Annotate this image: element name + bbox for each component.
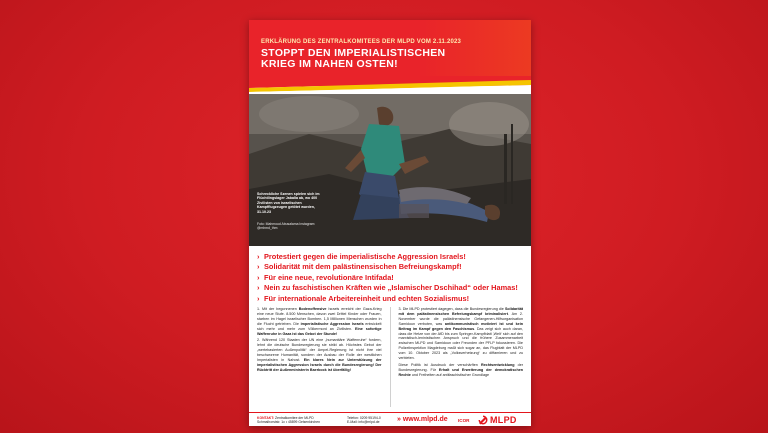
arrow-icon: › (257, 293, 260, 303)
contact-phone: Telefon: 0209 95194-0 (347, 416, 381, 420)
slogan-text: Solidarität mit dem palästinensischen Befreiungskampf! (264, 262, 462, 272)
arrow-icon: › (257, 262, 260, 272)
leaflet-page (249, 20, 531, 426)
website-link[interactable]: » www.mlpd.de (397, 416, 448, 423)
slogan-text: Nein zu faschistischen Kräften wie „Islamischer Dschihad“ oder Hamas! (264, 283, 518, 293)
slogan-text: Für internationale Arbeitereinheit und echten Sozialismus! (264, 293, 470, 303)
contact-label: KONTAKT: (257, 416, 275, 420)
arrow-icon: › (257, 283, 260, 293)
paragraph-3: 3. Die MLPD protestiert dagegen, dass die Bundesregierung die Solidarität mit dem palästinensischen Befreiungskampf kriminalisiert. Am 2. November wurde die palästinensische Gefangenen-Hilfsorganisation Samidoun verboten, was antikommunistisch motiviert ist und kein Beitrag im Kampf gegen den Faschismus. Das zeigt sich auch daran, dass die Hetze von der AfD bis zum Springer-Kampfblatt ‚Welt‘ sich auf den marxistisch-leninistischen Anspruch und die frühere Zusammenarbeit zwischen MLPD und Samidoun oder Freunden der PFLP fokussieren. Die Polizeiinspektion Magdeburg maßt sich sogar an, das Flugblatt der MLPD vom 10. Oktober 2023 als „Volksverhetzung“ zu diffamieren und zu verbieten. (398, 307, 523, 361)
slogan-list (257, 252, 525, 304)
leaflet-footer (249, 412, 531, 426)
arrow-icon: › (257, 252, 260, 261)
body-column-left (257, 307, 382, 407)
slogan-item (257, 294, 525, 304)
paragraph-2: 2. Während 120 Staaten der UN eine „humanitäre Waffenruhe“ fordern, lehnt die deutsche Bundesregierung sie strikt ab. Höchstes Gebot der „wertebasierten Außenpolitik“ der Ampel-Regierung ist nicht ihre viel beschworene Humanität, sondern der Ausbau der Rolle der westlichen Imperialisten in Nahost. Ein klares Nein zur Unterstützung der imperialistischen Aggression Israels durch die Bundesregierung! Der Rücktritt der Außenministerin Baerbock ist überfällig! (257, 338, 382, 372)
slogan-text: Protestiert gegen die imperialistische Aggression Israels! (264, 252, 466, 261)
mlpd-logo (477, 414, 527, 426)
footer-phone-email (347, 416, 397, 424)
leaflet-kicker: ERKLÄRUNG DES ZENTRALKOMITEES DER MLPD VOM 2.11.2023 (261, 39, 462, 45)
slogan-item (257, 273, 525, 283)
headline-line-1: STOPPT DEN IMPERIALISTISCHEN (261, 47, 446, 59)
news-photo (249, 94, 531, 246)
headline-line-2: KRIEG IM NAHEN OSTEN! (261, 58, 398, 70)
slogan-item (257, 262, 525, 272)
photo-caption: Schreckliche Szenen spielen sich im Flüchtlingslager Jabalia ab, wo 400 Zivilisten von israelischen Kampfflugzeugen getötet wurden, 31.10.23 (257, 192, 320, 214)
contact-line-1: Zentralkomitee der MLPD (275, 416, 314, 420)
photo-credit: Foto: Mahmoud Abusalama Instagram @mhmd_thm (257, 222, 315, 231)
paragraph-4: Diese Politik ist Ausdruck der verschärften Rechtsentwicklung der Bundesregierung. Für Erhalt und Erweiterung der demokratischen Rechte und Freiheiten auf antifaschistischer Grundlage (398, 362, 523, 377)
slogan-item (257, 283, 525, 293)
body-columns (257, 307, 523, 407)
mlpd-logo-text: MLPD (490, 415, 517, 425)
paragraph-1: 1. Mit der begonnenen Bodenoffensive Israels erreicht der Gaza-Krieg eine neue Stufe. 8.500 Menschen, davon zwei Drittel Kinder oder Frauen, starben im Hagel israelischer Bomben. 1,5 Millionen Menschen wurden in die Flucht getrieben. Die imperialistische Aggression Israels entwickelt sich mehr und mehr zum Völkermord an Zivilisten. Eine sofortige Waffenruhe in Gaza ist das Gebot der Stunde! (257, 307, 382, 336)
header-stripe-graphic (249, 76, 531, 94)
icor-logo: ICOR (458, 418, 470, 423)
slogan-text: Für eine neue, revolutionäre Intifada! (264, 272, 394, 282)
arrow-icon: › (257, 272, 260, 282)
hammer-sickle-icon (477, 414, 489, 426)
contact-line-2: Schmalhorststr. 1c • 45899 Gelsenkirchen (257, 420, 321, 425)
leaflet-headline (261, 48, 523, 70)
body-column-right (399, 307, 524, 407)
slogan-item (257, 252, 525, 262)
contact-email: E-Mail: info@mlpd.de (347, 420, 380, 425)
footer-contact (257, 416, 347, 424)
column-divider (390, 307, 391, 407)
